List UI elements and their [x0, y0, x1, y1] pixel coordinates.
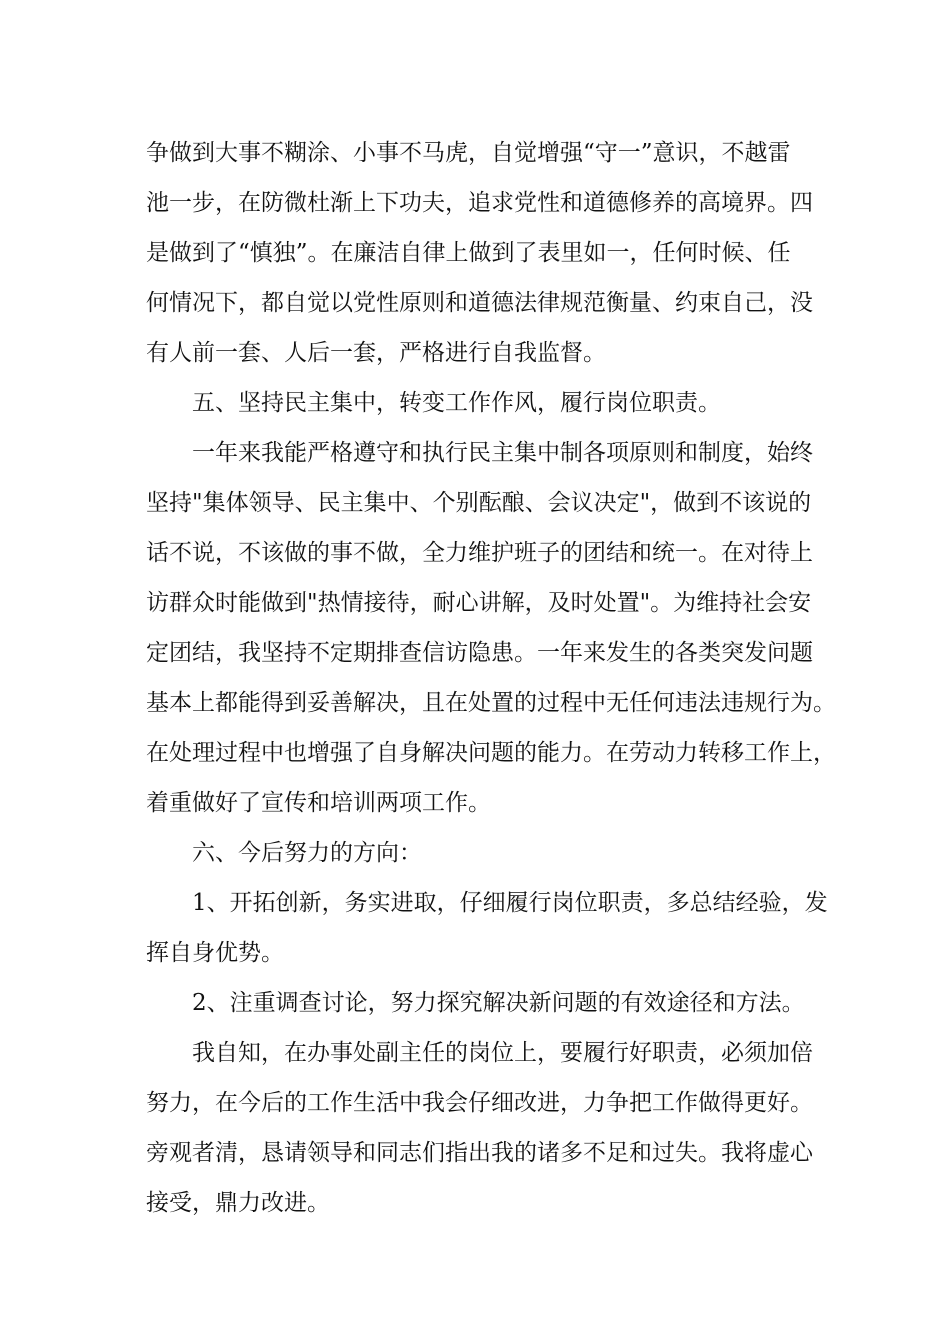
text-line: 是做到了“慎独”。在廉洁自律上做到了表里如一，任何时候、任: [146, 240, 791, 266]
text-line: 旁观者清，恳请领导和同志们指出我的诸多不足和过失。我将虚心: [146, 1140, 813, 1166]
text-line: 池一步，在防微杜渐上下功夫，追求党性和道德修养的高境界。四: [146, 190, 813, 216]
text-line: 定团结，我坚持不定期排查信访隐患。一年来发生的各类突发问题: [146, 640, 813, 666]
text-line: 努力，在今后的工作生活中我会仔细改进，力争把工作做得更好。: [146, 1090, 813, 1116]
text-line: 基本上都能得到妥善解决，且在处置的过程中无任何违法违规行为。: [146, 690, 836, 716]
text-line: 六、今后努力的方向：: [192, 840, 422, 866]
text-line: 挥自身优势。: [146, 940, 284, 966]
text-line: 访群众时能做到"热情接待，耐心讲解，及时处置"。为维持社会安: [146, 590, 812, 616]
text-line: 坚持"集体领导、民主集中、个别酝酿、会议决定"，做到不该说的: [146, 490, 812, 516]
text-line: 五、坚持民主集中，转变工作作风，履行岗位职责。: [192, 390, 721, 416]
text-line: 着重做好了宣传和培训两项工作。: [146, 790, 491, 816]
text-line: 1、开拓创新，务实进取，仔细履行岗位职责，多总结经验，发: [192, 890, 828, 916]
text-line: 我自知，在办事处副主任的岗位上，要履行好职责，必须加倍: [192, 1040, 813, 1066]
document-body: [146, 128, 836, 1228]
text-line: 有人前一套、人后一套，严格进行自我监督。: [146, 340, 606, 366]
text-line: 一年来我能严格遵守和执行民主集中制各项原则和制度，始终: [192, 440, 813, 466]
text-line: 在处理过程中也增强了自身解决问题的能力。在劳动力转移工作上，: [146, 740, 836, 766]
text-line: 争做到大事不糊涂、小事不马虎，自觉增强“守一”意识，不越雷: [146, 140, 791, 166]
text-line: 何情况下，都自觉以党性原则和道德法律规范衡量、约束自己，没: [146, 290, 813, 316]
text-line: 接受，鼎力改进。: [146, 1190, 330, 1216]
text-line: 2、注重调查讨论，努力探究解决新问题的有效途径和方法。: [192, 990, 805, 1016]
text-line: 话不说，不该做的事不做，全力维护班子的团结和统一。在对待上: [146, 540, 813, 566]
